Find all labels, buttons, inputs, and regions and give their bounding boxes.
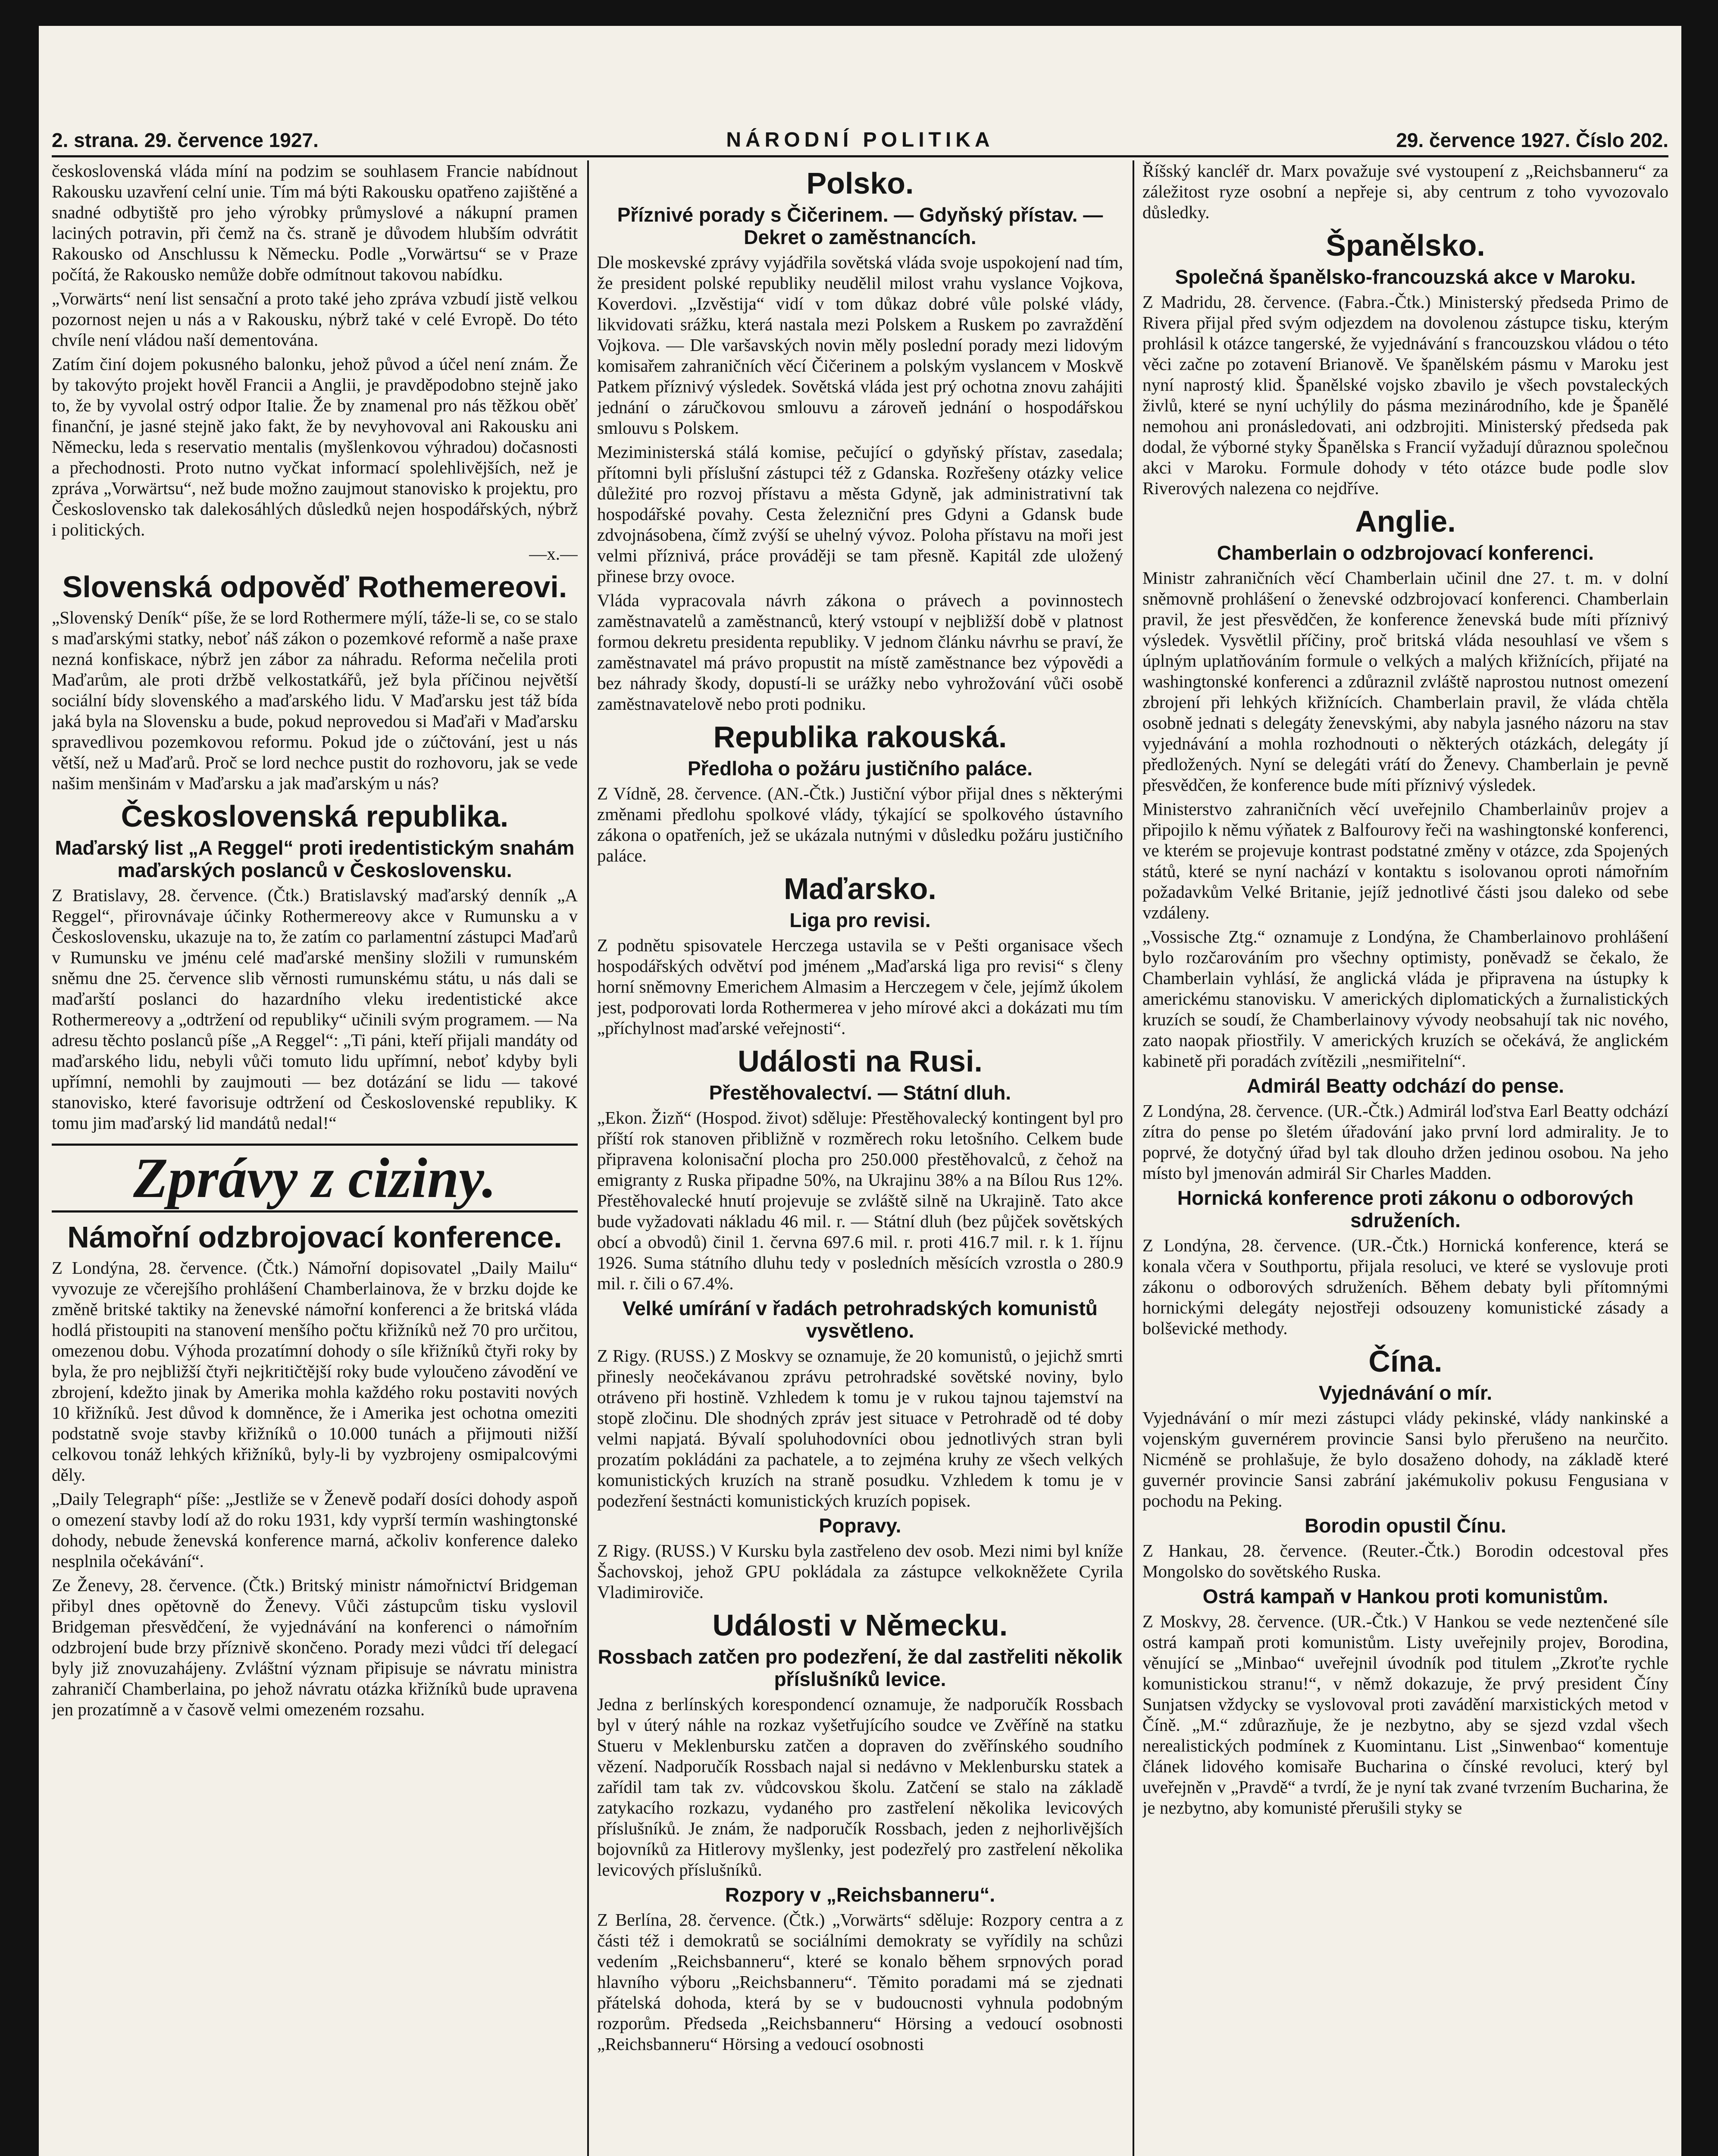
article-paragraph: Meziministerská stálá komise, pečující o gdyňský přístav, zasedala; přítomni byli příslušní zástupci též z Gdanska. Rozřešeny otázky velice důležité pro rozvoj přístavu a města Gdyně, jak administrativní tak hospodářské povahy. Cesta železniční pres Gdyni a Gdansk bude zdvojnásobena, čímž zvýší se uhelný vývoz. Poloha přístavu na moři jest velmi příznivá, práce prováději se tam přesně. Kapitál zde uložený přinese brzy ovoce.	[597, 442, 1123, 586]
article-paragraph: Z podnětu spisovatele Herczega ustavila se v Pešti organisace všech hospodářských odvětví pod jménem „Maďarská liga pro revisi“ s členy horní sněmovny Emerichem Almasim a Herczegem v čele, jejímž úkolem jest, podporovati lorda Rothermerea v jeho mírové akci a dokázati mu tím „příchylnost maďarské veřejnosti“.	[597, 935, 1123, 1038]
article-headline: Slovenská odpověď Rothemereovi.	[62, 570, 567, 604]
author-signature: —x.—	[529, 544, 578, 564]
newspaper-page	[39, 26, 1681, 2156]
article-subheadline: Předloha o požáru justičního paláce.	[687, 757, 1033, 780]
article-subheadline: Admirál Beatty odchází do pense.	[1246, 1075, 1565, 1097]
article-paragraph: „Vossische Ztg.“ oznamuje z Londýna, že Chamberlainovo prohlášení bylo rozčarováním pro všechny optimisty, poněvadž se čekalo, že Chamberlain vyhlásí, že anglická vláda je připravena na ústupky k americkému stanovisku. V amerických diplomatických a žurnalistických kruzích se soudí, že Chamberlainovy vývody neobsahují tak nic nového, zato naopak přiostřily. V amerických kruzích se očekává, že anglickém kabinetě při poradách zvítězili „nesmiřitelní“.	[1142, 927, 1668, 1071]
article-paragraph: Dle moskevské zprávy vyjádřila sovětská vláda svoje uspokojení nad tím, že president polské republiky neudělil milost vrahu vyslance Vojkova, Koverdovi. „Izvěstija“ vidí v tom důkaz dobré vůle polské vlády, likvidovati srážku, která nastala mezi Polskem a Ruskem po zavraždění Vojkova. — Dle varšavských novin měly poslední porady mezi lidovým komisařem zahraničních věcí Čičerinem a polským vyslancem v Moskvě Patkem příznivý výsledek. Sovětská vláda jest prý ochotna znovu zahájiti jednání o záručkovou smlouvu a zároveň jednání o hospodářskou smlouvu s Polskem.	[597, 252, 1123, 438]
article-paragraph: Z Rigy. (RUSS.) Z Moskvy se oznamuje, že 20 komunistů, o jejichž smrti přinesly neočekávanou zprávu petrohradské sovětské noviny, bylo otráveno při hostině. Vzhledem k tomu je v rukou tajnou tajemství na stopě zločinu. Dle shodných zpráv jest situace v Petrohradě od té doby velmi napjatá. Bývalí spoluhodovníci obou jednotlivých stran byli prozatím pokládáni za pachatele, a to zejména kruhy ze všech velkých komunistických kruzích na straně posudku. Vzhledem k tomu je v podezření šestnácti komunistických kruzích popisek.	[597, 1346, 1123, 1510]
section-headline: Čína.	[1368, 1344, 1443, 1378]
article-subheadline: Chamberlain o odzbrojovací konferenci.	[1217, 542, 1594, 564]
article-subheadline: Borodin opustil Čínu.	[1305, 1514, 1506, 1537]
page-number-date: 2. strana. 29. července 1927.	[52, 129, 319, 151]
column-3	[1142, 160, 1668, 2156]
article-subheadline: Přestěhovalectví. — Státní dluh.	[709, 1081, 1011, 1104]
article-paragraph: Ze Ženevy, 28. července. (Čtk.) Britský ministr námořnictví Bridgeman přibyl dnes opětovně do Ženevy. Vůči zástupcům tisku vyslovil Bridgeman přesvědčení, že vyjednávání na konferenci o námořním odzbrojení bude brzy příznivě skončeno. Porady mezi vůdci tří delegací byly již znovuzahájeny. Zvláštní význam připisuje se návratu ministra zahraničí Chamberlaina, po jehož návratu otázka křižníků bude upravena jen prozatímně a v časově velmi omezeném rozsahu.	[52, 1575, 578, 1719]
running-head	[52, 125, 1668, 157]
section-headline: Události na Rusi.	[738, 1044, 983, 1078]
article-paragraph: Z Londýna, 28. července. (UR.-Čtk.) Admirál loďstva Earl Beatty odchází zítra do pense po šletém úřadování jako první lord admirality. Je to poprvé, že dotyčný úřad byl tak dlouho držen jedinou osobou. Na jeho místo byl jmenován admirál Sir Charles Madden.	[1142, 1101, 1668, 1183]
article-paragraph: Vláda vypracovala návrh zákona o právech a povinnostech zaměstnavatelů a zaměstnanců, který vstoupí v nejbližší době v platnost formou dekretu presidenta republiky. V jednom článku návrhu se praví, že zaměstnavatel má právo propustit na místě zaměstnance bez výpovědi a bez náhrady škody, dopustí-li se urážky nebo vyhrožování vůči osobě zaměstnavatelově nebo proti podniku.	[597, 590, 1123, 714]
article-subheadline: Společná španělsko-francouzská akce v Maroku.	[1175, 266, 1636, 288]
section-headline: Československá republika.	[121, 799, 509, 833]
article-subheadline: Rozpory v „Reichsbanneru“.	[725, 1883, 995, 1906]
article-subheadline: Liga pro revisi.	[789, 909, 931, 931]
article-subheadline: Rossbach zatčen pro podezření, že dal zastřeliti několik příslušníků levice.	[598, 1645, 1123, 1690]
article-subheadline: Ostrá kampaň v Hankou proti komunistům.	[1202, 1585, 1608, 1608]
section-headline: Polsko.	[806, 166, 914, 200]
section-headline: Španělsko.	[1326, 229, 1485, 262]
article-paragraph: československá vláda míní na podzim se souhlasem Francie nabídnout Rakousku uzavření celní unie. Tím má býti Rakousku opatřeno zajištěné a snadné odbytiště pro jeho výrobky průmyslové a nákupní pramen laciných potravin, při čemž na čs. straně je důvodem hlubším odvrátit Rakousko od Anschlussu k Německu. Podle „Vorwärtsu“ se v Praze počítá, že Rakousko nemůže dobře odmítnout takovou nabídku.	[52, 161, 578, 284]
section-headline: Události v Německu.	[712, 1608, 1008, 1642]
article-paragraph: Ministerstvo zahraničních věcí uveřejnilo Chamberlainův projev a připojilo k němu výňatek z Balfourovy řeči na washingtonské konferenci, ve kterém se projevuje kontrast podstatné změny v otázce, zda Spojených států, které se nyní nachází v kontaktu s isolovanou oproti námořním požadavkům Velké Britanie, jejíž jednotlivé části jsou daleko od sebe vzdáleny.	[1142, 799, 1668, 922]
article-paragraph: Zatím činí dojem pokusného balonku, jehož původ a účel není znám. Že by takovýto projekt hověl Francii a Anglii, je pravděpodobno stejně jako to, že by vyvolal ostrý odpor Italie. Že by znamenal pro nás těžkou oběť finanční, je jasné stejně jako fakt, že by nevyhovoval ani Rakousku ani Německu, leda s reservatio mentalis (myšlenkovou výhradou) dočasnosti a přechodnosti. Proto nutno vyčkat informací spolehlivějších, než je zpráva „Vorwärtsu“, než bude možno zaujmout stanovisko k projektu, pro Československo tak dalekosáhlých důsledků nejen hospodářských, nýbrž i politických.	[52, 354, 578, 539]
article-paragraph: „Ekon. Žizň“ (Hospod. život) sděluje: Přestěhovalecký kontingent byl pro příští rok stanoven přibližně v rozměrech roku letošního. Celkem bude připravena kolonisační plocha pro 250.000 přestěhovalců, z čehož na emigranty z Ruska připadne 50%, na Ukrajinu 38% a na Bílou Rus 12%. Přestěhovalecké hnutí projevuje se zvláště silně na Ukrajině. Tato akce bude vyžadovati nákladu 46 mil. r. — Státní dluh (bez půjček sovětských obcí a obvodů) činil 1. června 697.6 mil. r. proti 416.7 mil. r. k 1. říjnu 1926. Suma státního dluhu tedy v posledních měsících vzrostla o 280.9 mil. r. čili o 67.4%.	[597, 1108, 1123, 1293]
article-paragraph: Z Vídně, 28. července. (AN.-Čtk.) Justiční výbor přijal dnes s některými změnami předlohu spolkové vlády, týkající se spolkového ústavního zákona o opatřeních, jež se ukázala nutnými v důsledku požáru justičního paláce.	[597, 783, 1123, 865]
column-2	[597, 160, 1123, 2156]
article-paragraph: Z Berlína, 28. července. (Čtk.) „Vorwärts“ sděluje: Rozpory centra a z části též i demokratů se sociálními demokraty se vyřídily na schůzi vedením „Reichsbanneru“, které se konalo během srpnových porad hlavního výboru „Reichsbanneru“. Těmito poradami má se zjednati přátelská dohoda, která by se v budoucnosti vyhnula podobným rozporům. Předseda „Reichsbanneru“ Hörsing a vedoucí osobnosti „Reichsbanneru“ Hörsing a vedoucí osobnosti	[597, 1910, 1123, 2054]
article-paragraph: Říšský kancléř dr. Marx považuje své vystoupení z „Reichsbanneru“ za záležitost ryze osobní a nepřeje si, aby centrum z toho vyvozovalo důsledky.	[1142, 161, 1668, 222]
article-paragraph: Z Madridu, 28. července. (Fabra.-Čtk.) Ministerský předseda Primo de Rivera přijal před svým odjezdem na dovolenou zástupce tisku, kterým prohlásil k otázce tangerské, že vyjednávání s francouzskou vládou o této věci začne po zotavení Brianově. Ve španělském pásmu v Maroku jest nyní naprostý klid. Španělské vojsko zbavilo je všech povstaleckých živlů, které se nyní uchýlily do pásma mezinárodního, kde je Španělé nemohou ani pronásledovati, ani odzbrojiti. Ministerský předseda pak dodal, že výborné styky Španělska s Francií vyžadují důraznou společnou akci v Maroku. Formule dohody v této otázce bude podle slov Riverových nalezena co nejdříve.	[1142, 292, 1668, 498]
article-subheadline: Popravy.	[819, 1514, 901, 1537]
article-subheadline: Příznivé porady s Čičerinem. — Gdyňský přístav. — Dekret o zaměstnancích.	[617, 204, 1103, 248]
section-headline: Anglie.	[1355, 505, 1456, 538]
masthead-title: NÁRODNÍ POLITIKA	[726, 128, 994, 151]
article-subheadline: Vyjednávání o mír.	[1318, 1382, 1493, 1404]
article-paragraph: Jedna z berlínských korespondencí oznamuje, že nadporučík Rossbach byl v úterý náhle na rozkaz vyšetřujícího soudce ve Zvěříně na statku Stueru v Meklenbursku zatčen a dopraven do zvěřínského soudního vězení. Nadporučík Rossbach najal si nedávno v Meklenbursku statek a zařídil tam tak zv. vůdcovskou školu. Zatčení se stalo na základě zatykacího rozkazu, vydaného pro zastřelení několika levicových příslušníků. Je znám, že nadporučík Rossbach, jeden z nejhorlivějších bojovníků za Hitlerovy myšlenky, jest podezřelý pro zastřelení několika levicových příslušníků.	[597, 1694, 1123, 1880]
article-headline: Námořní odzbrojovací konference.	[67, 1220, 562, 1254]
article-paragraph: Vyjednávání o mír mezi zástupci vlády pekinské, vlády nankinské a vojenským guvernérem provincie Sansi bylo přerušeno na neurčito. Nicméně se prohlašuje, že bylo dosaženo dohody, na základě které guvernér provincie Sansi zabrání jakémukoliv pokusu Fengusiana v pochodu na Peking.	[1142, 1408, 1668, 1510]
section-headline: Maďarsko.	[784, 872, 936, 906]
article-columns	[52, 160, 1668, 2156]
column-rule	[587, 160, 589, 2156]
article-paragraph: Ministr zahraničních věcí Chamberlain učinil dne 27. t. m. v dolní sněmovně prohlášení o ženevské odzbrojovací konferenci. Chamberlain pravil, že jest přesvědčen, že konference ženevská bude míti příznivý výsledek. Vysvětlil příčiny, proč britská vláda nesouhlasí ve všem s úplným uplatňováním formule o velkých a malých křižnících, přijaté na washingtonské konferenci a zdůraznil zvláště naprostou nutnost omezení zbrojení při lehkých křižnících. Chamberlain pravil, že vláda chtěla osobně jednati s delegáty ženevskými, aby nabyla jasného názoru na stav vyjednávání a mohla rozhodnouti o některých otázkách, delegáty jí předložených. Nyní se delegáti vrátí do Ženevy. Chamberlain je pevně přesvědčen, že konference bude míti příznivý výsledek.	[1142, 568, 1668, 795]
article-paragraph: Z Rigy. (RUSS.) V Kursku byla zastřeleno dev osob. Mezi nimi byl kníže Šachovskoj, jehož GPU pokládala za zástupce velkokněžete Cyrila Vladimiroviče.	[597, 1541, 1123, 1602]
article-paragraph: Z Moskvy, 28. července. (UR.-Čtk.) V Hankou se vede neztenčené síle ostrá kampaň proti komunistům. Listy uveřejnily projev, Borodina, věnující se „Minbao“ uveřejnil úvodník pod titulem „Zkroťte rychle komunistickou stranu!“, v němž dokazuje, že prvý president Číny Sunjatsen vždycky se vyslovoval proti zavádění marxistických metod v Číně. „M.“ zdůrazňuje, že je nezbytno, aby se sjezd vzdal všech nerealistických podmínek z Kuomintanu. List „Sinwenbao“ komentuje článek lidového komisaře Bucharina o čínské revoluci, který byl uveřejněn v „Pravdě“ a tvrdí, že je nyní tak zvané tvrzením Bucharina, že je nezbytno, aby komunisté přerušili styky se	[1142, 1611, 1668, 1818]
section-banner: Zprávy z ciziny.	[52, 1144, 578, 1213]
section-headline: Republika rakouská.	[713, 720, 1007, 754]
article-paragraph: Z Londýna, 28. července. (Čtk.) Námořní dopisovatel „Daily Mailu“ vyvozuje ze včerejšího prohlášení Chamberlainova, že v brzku dojde ke změně britské taktiky na ženevské námořní konferenci a že britská vláda hodlá přistoupiti na stanovení menšího počtu křižníků než 70 pro určitou, omezenou dobu. Výhoda prozatímní dohody o síle křižníků čtyři roky by byla, že pro nejbližší čtyři nejkritičtější roky bude vyloučeno závodění ve zbrojení, kdežto jinak by Amerika mohla každého roku postaviti nových 10 křižníků. Jest důvod k domněnce, že i Amerika jest ochotna omeziti podstatně svoje stavby křižníků o 10.000 tunách a přijmouti nižší celkovou tonáž lehkých křižníků, byly-li by vyzbrojeny osmipalcovými děly.	[52, 1258, 578, 1485]
article-subheadline: Velké umírání v řadách petrohradských komunistů vysvětleno.	[623, 1297, 1098, 1342]
article-paragraph: Z Bratislavy, 28. července. (Čtk.) Bratislavský maďarský denník „A Reggel“, přirovnávaje účinky Rothermereovy akce v Rumunsku a v Československu, ukazuje na to, že zatím co parlamentní zástupci Maďarů v Rumunsku ve jménu celé maďarské menšiny složili v rumunském sněmu dne 25. července slib věrnosti rumunskému státu, u nás dali se maďarští poslanci do hazardního vleku iredentistické akce Rothermereovy a „odtržení od republiky“ učinili svým programem. — Na adresu těchto poslanců píše „A Reggel“: „Ti páni, kteří přijali mandáty od maďarského lidu, nebyli vůči tomuto lidu upřímní, neboť kdyby byli upřímní, nemohli by zaujmouti — bez dotázání se lidu — takové stanovisko, které favorisuje odtržení od Československé republiky. K tomu jim maďarský lid mandátů nedal!“	[52, 885, 578, 1133]
article-subheadline: Hornická konference proti zákonu o odborových sdruženích.	[1177, 1187, 1634, 1232]
article-paragraph: „Vorwärts“ není list sensační a proto také jeho zpráva vzbudí jistě velkou pozornost nejen u nás a v Rakousku, nýbrž také v celé Evropě. Do této chvíle není vládou naší dementována.	[52, 288, 578, 350]
article-subheadline: Maďarský list „A Reggel“ proti iredentistickým snahám maďarských poslanců v Československu.	[55, 837, 575, 881]
issue-number-date: 29. července 1927. Číslo 202.	[1396, 129, 1668, 151]
article-paragraph: „Slovenský Deník“ píše, že se lord Rothermere mýlí, táže-li se, co se stalo s maďarskými statky, neboť náš zákon o pozemkové reformě a naše praxe nezná konfiskace, nýbrž jen zábor za náhradu. Reforma nečelila proti Maďarům, ale proti držbě velkostatkářů, jež byla příčinou největší sociální bídy slovenského a maďarského lidu. V Maďarsku jest táž bída jaká byla na Slovensku a bude, pokud neprovedou si Maďaři v Maďarsku spravedlivou pozemkovou reformu. Pokud jde o zúčtování, jest u nás větší, než u Maďarů. Proč se lord nechce pustit do rozhovoru, jak se vede našim menšinám v Maďarsku a jak maďarským u nás?	[52, 608, 578, 793]
article-paragraph: Z Londýna, 28. července. (UR.-Čtk.) Hornická konference, která se konala včera v Southportu, přijala resoluci, ve které se vyslovuje proti zákonu o odborových sdruženích. Během debaty byli přítomnými hornickými delegáty nejostřeji odsouzeny komunistické zásady a bolševické methody.	[1142, 1235, 1668, 1338]
column-1	[52, 160, 578, 2156]
article-paragraph: „Daily Telegraph“ píše: „Jestliže se v Ženevě podaří dosíci dohody aspoň o omezení stavby lodí až do roku 1931, kdy vyprší termín washingtonské dohody, nebude ženevská konference marná, ačkoliv konference daleko nesplnila očekávání“.	[52, 1489, 578, 1571]
article-paragraph: Z Hankau, 28. července. (Reuter.-Čtk.) Borodin odcestoval přes Mongolsko do sovětského Ruska.	[1142, 1541, 1668, 1581]
column-rule	[1133, 160, 1134, 2156]
